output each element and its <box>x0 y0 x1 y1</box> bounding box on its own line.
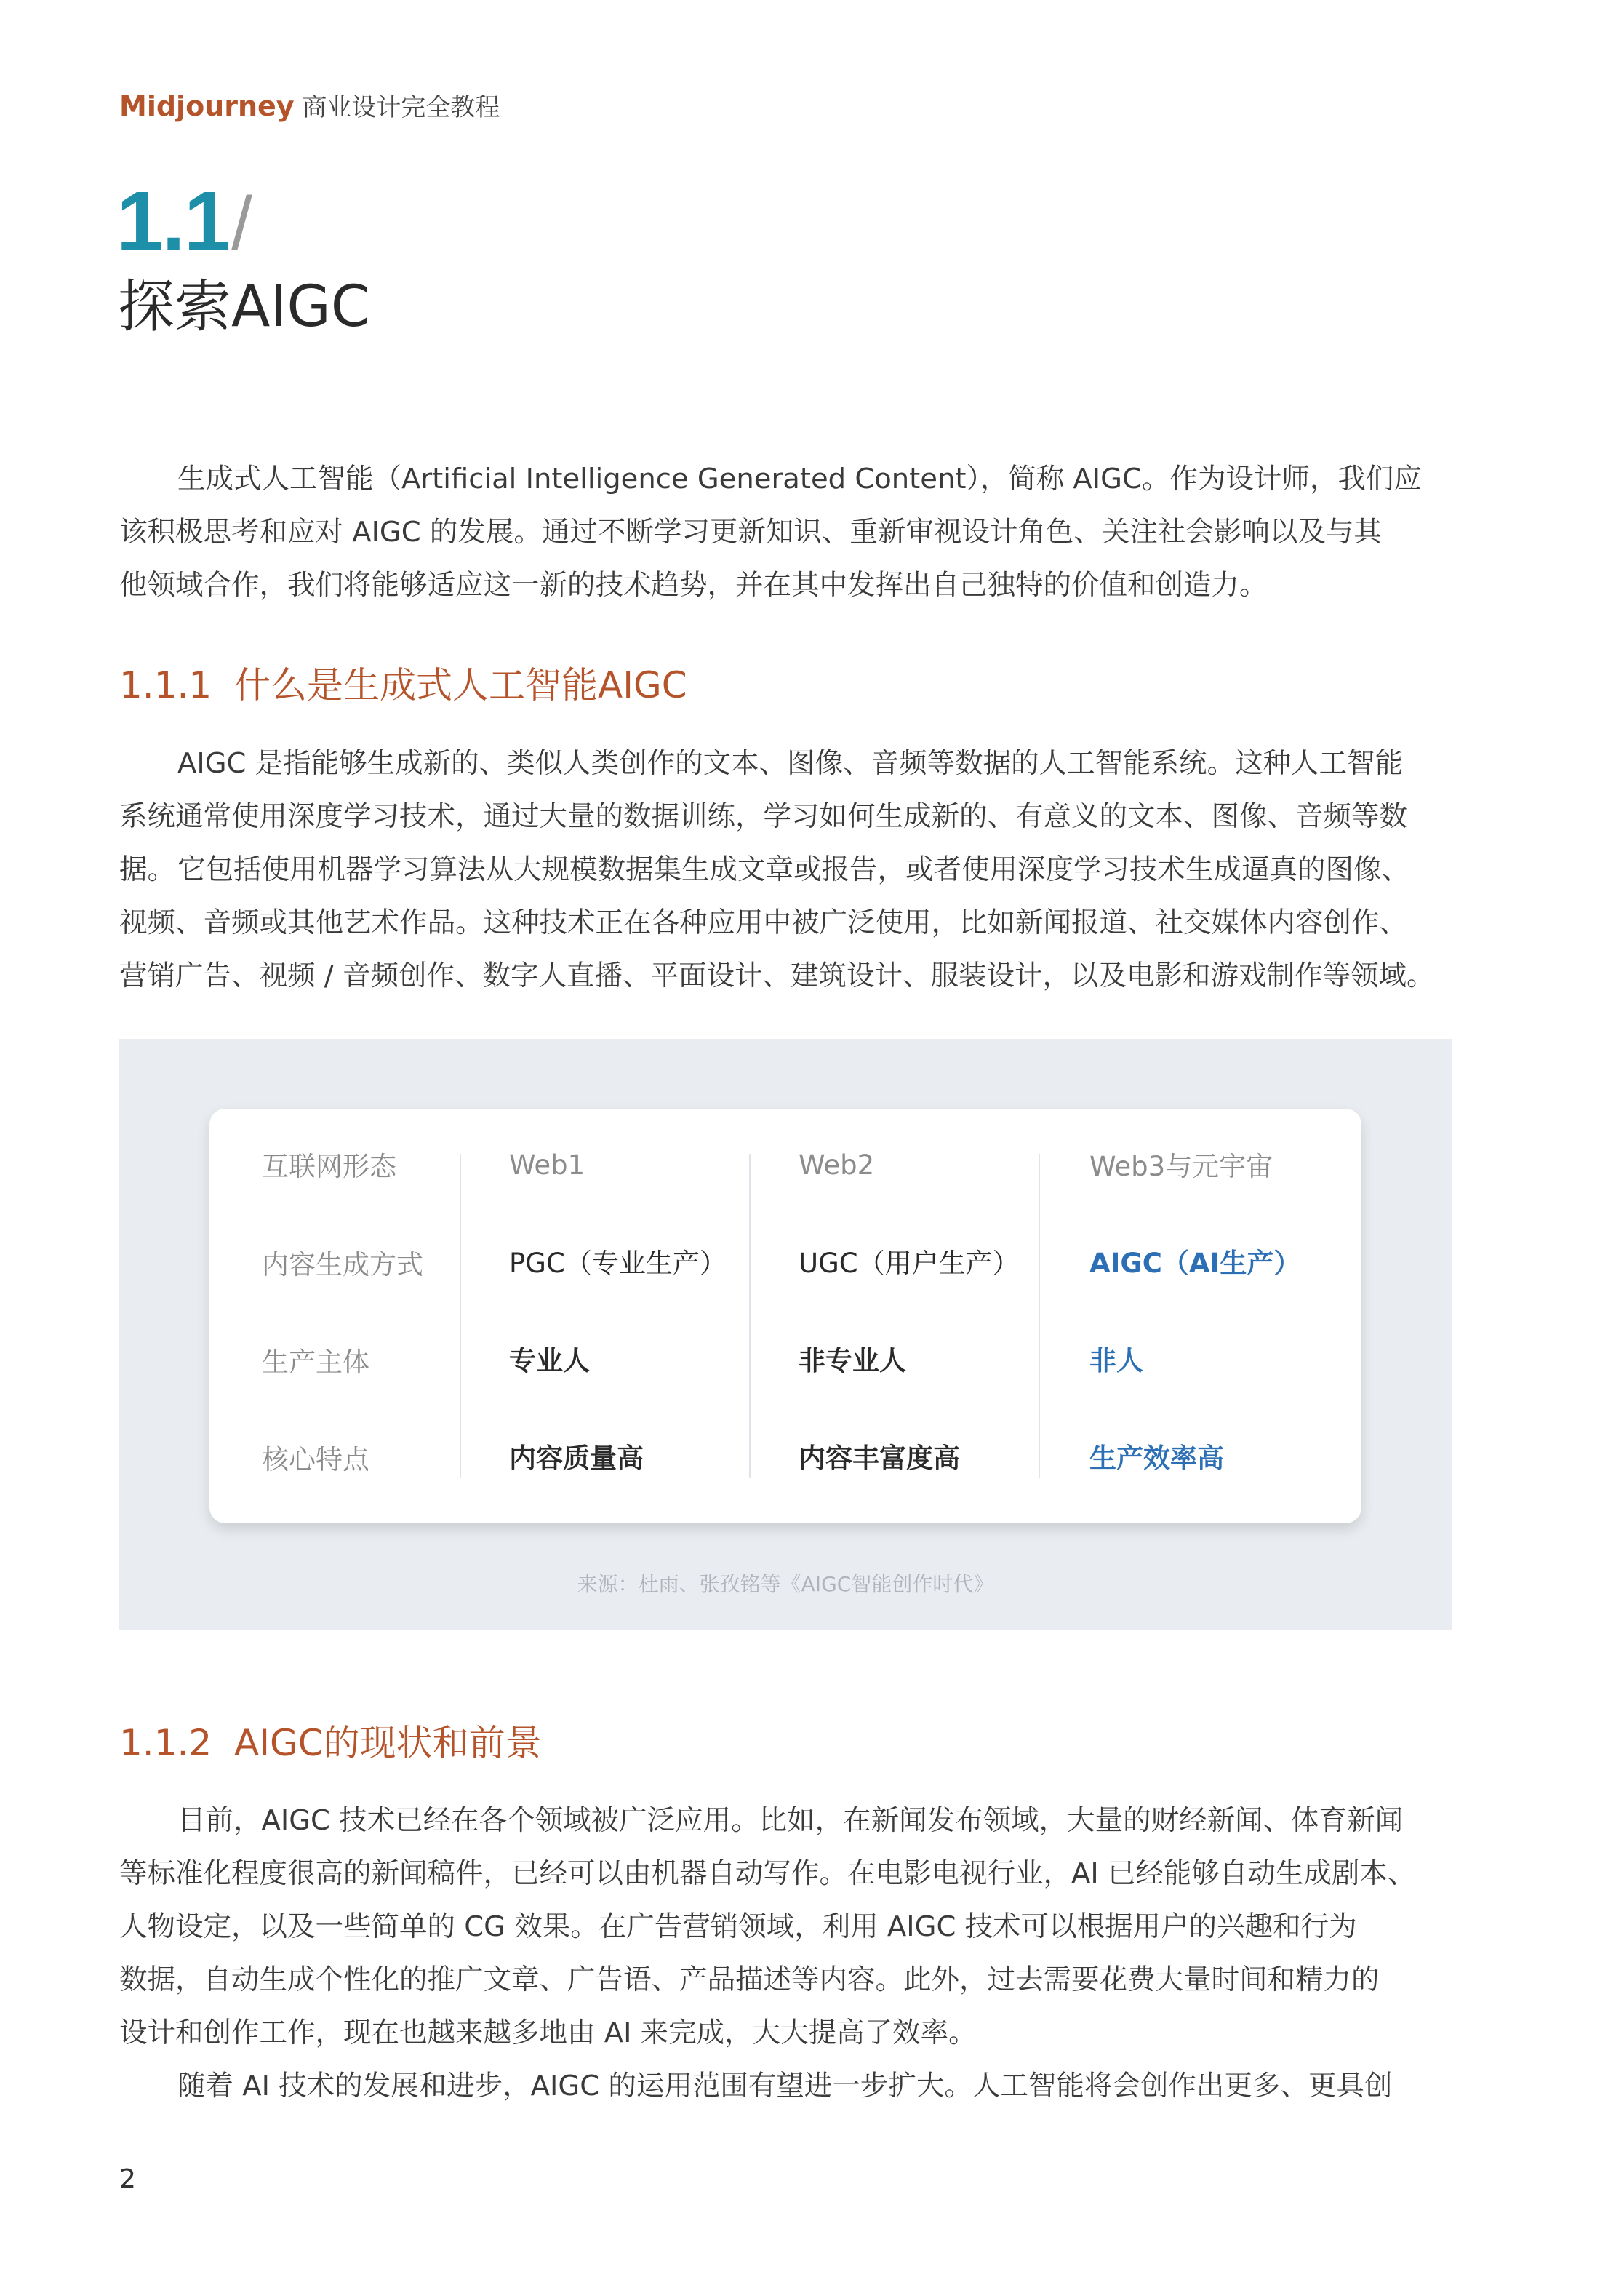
text-line: 数据，自动生成个性化的推广文章、广告语、产品描述等内容。此外，过去需要花费大量时间和精力的 <box>119 1963 1380 1996</box>
table-header-cell: Web3与元宇宙 <box>1089 1151 1273 1182</box>
column-divider <box>460 1154 461 1478</box>
figure-source-caption: 来源：杜雨、张孜铭等《AIGC智能创作时代》 <box>577 1572 994 1596</box>
text-line: 该积极思考和应对 AIGC 的发展。通过不断学习更新知识、重新审视设计角色、关注社会影响以及与其 <box>119 516 1382 549</box>
book-brand: Midjourney <box>119 90 295 122</box>
intro-paragraph <box>119 452 1452 612</box>
chapter-title: 探索AIGC <box>118 274 371 340</box>
row-label: 生产主体 <box>262 1347 369 1378</box>
text-line: 等标准化程度很高的新闻稿件，已经可以由机器自动写作。在电影电视行业，AI 已经能够自动生成剧本、 <box>119 1857 1416 1890</box>
table-cell: 内容丰富度高 <box>799 1443 960 1474</box>
table-cell: PGC（专业生产） <box>509 1248 727 1279</box>
table-header-cell: Web1 <box>509 1149 585 1181</box>
section-title: AIGC的现状和前景 <box>234 1722 542 1764</box>
section2-paragraph-1 <box>119 1794 1452 2059</box>
book-subtitle: 商业设计完全教程 <box>302 93 500 122</box>
row-label: 互联网形态 <box>262 1151 396 1182</box>
text-line: 它包括使用机器学习算法从大规模数据集生成文章或报告，或者使用深度学习技术生成逼真的图像、 <box>177 853 1410 886</box>
column-divider <box>749 1154 751 1478</box>
text-line: 生成式人工智能（Artificial Intelligence Generated Content），简称 AIGC。作为设计师，我们应 <box>177 463 1422 495</box>
text-line: 系统通常使用深度学习技术，通过大量的数据训练，学习如何生成新的、有意义的文本、图像、音频等数据。 <box>119 800 1408 886</box>
section-heading-1-1-1 <box>119 663 687 707</box>
page-number: 2 <box>119 2164 136 2194</box>
text-line: AIGC 是指能够生成新的、类似人类创作的文本、图像、音频等数据的人工智能系统。这种人工智能 <box>177 747 1404 780</box>
text-line: 随着 AI 技术的发展和进步，AIGC 的运用范围有望进一步扩大。人工智能将会创作出更多、更具创 <box>177 2070 1393 2102</box>
table-cell: 专业人 <box>509 1345 590 1376</box>
table-cell-highlight: 非人 <box>1089 1345 1143 1376</box>
text-line: 人物设定，以及一些简单的 CG 效果。在广告营销领域，利用 AIGC 技术可以根据用户的兴趣和行为 <box>119 1910 1357 1943</box>
column-divider <box>1039 1154 1040 1478</box>
section-number: 1.1.1 <box>119 664 212 706</box>
table-cell: 非专业人 <box>799 1345 906 1376</box>
table-cell: UGC（用户生产） <box>799 1248 1020 1279</box>
table-header-cell: Web2 <box>799 1149 875 1181</box>
comparison-figure <box>119 1039 1452 1630</box>
section-heading-1-1-2 <box>119 1721 542 1765</box>
section1-paragraph-2 <box>119 843 1452 1002</box>
text-line: 视频、音频或其他艺术作品。这种技术正在各种应用中被广泛使用，比如新闻报道、社交媒体内容创作、 <box>119 906 1408 939</box>
text-line: 设计和创作工作，现在也越来越多地由 AI 来完成，大大提高了效率。 <box>119 2017 977 2049</box>
text-line: 营销广告、视频 / 音频创作、数字人直播、平面设计、建筑设计、服装设计，以及电影和游戏制作等领域。 <box>119 960 1435 992</box>
running-header <box>119 92 500 122</box>
section2-paragraph-2 <box>119 2059 1452 2113</box>
comparison-table-card <box>209 1109 1361 1523</box>
row-label: 内容生成方式 <box>262 1249 423 1280</box>
text-line: 目前，AIGC 技术已经在各个领域被广泛应用。比如，在新闻发布领域，大量的财经新闻、体育新闻 <box>177 1804 1404 1837</box>
chapter-number: 1.1 <box>116 174 230 268</box>
table-cell-highlight: AIGC（AI生产） <box>1089 1248 1301 1279</box>
section-number: 1.1.2 <box>119 1722 212 1764</box>
text-line: 他领域合作，我们将能够适应这一新的技术趋势，并在其中发挥出自己独特的价值和创造力。 <box>119 569 1268 602</box>
chapter-slash: / <box>231 182 252 266</box>
table-cell-highlight: 生产效率高 <box>1089 1443 1224 1474</box>
table-cell: 内容质量高 <box>509 1443 644 1474</box>
section-title: 什么是生成式人工智能AIGC <box>234 664 687 706</box>
row-label: 核心特点 <box>262 1444 369 1475</box>
